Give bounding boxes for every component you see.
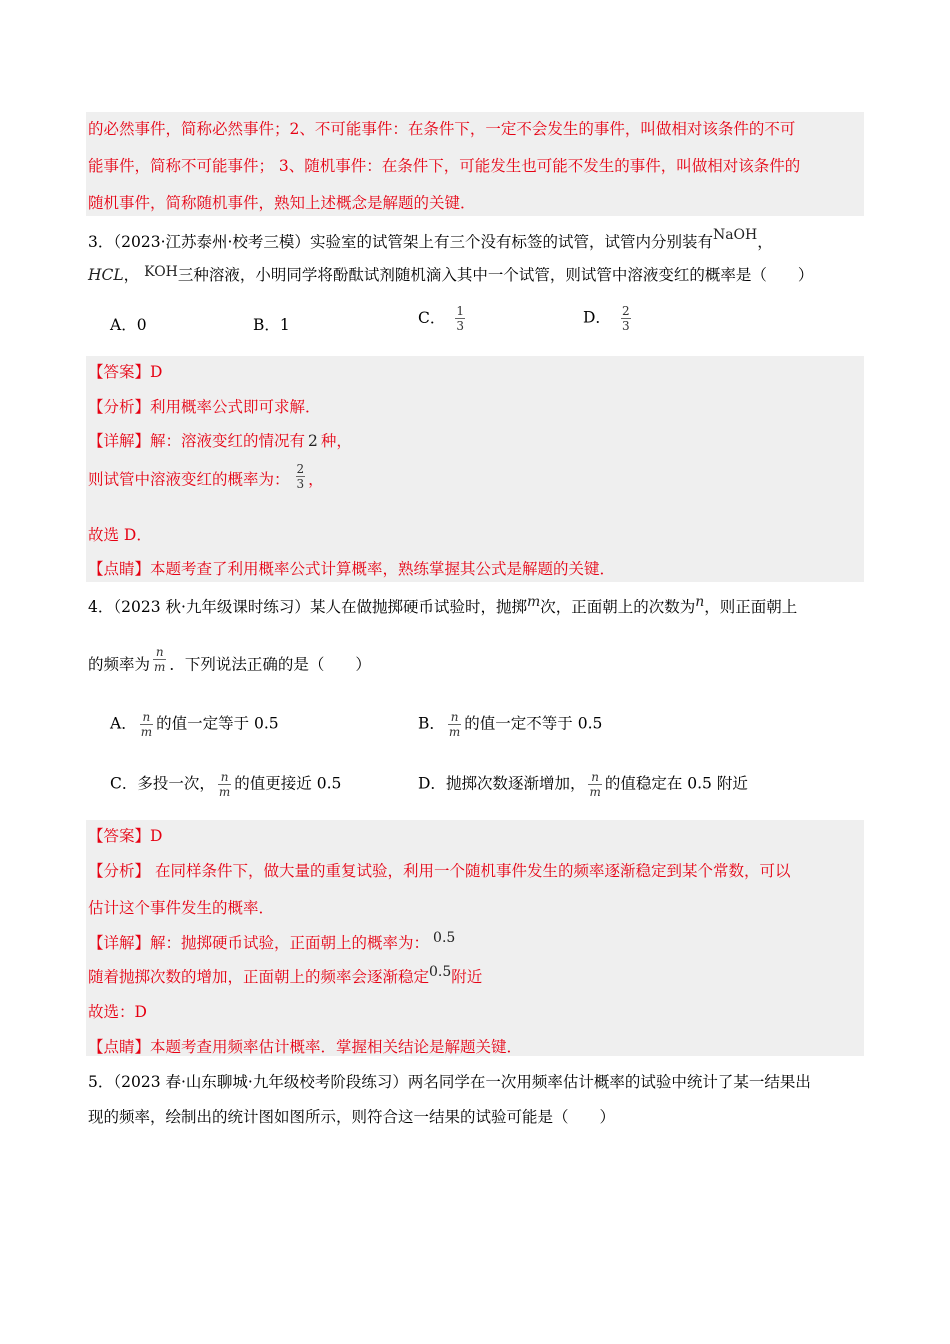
option-label: A． xyxy=(110,316,137,334)
q5-text: 两名同学在一次用频率估计概率的试验中统计了某一结果出 xyxy=(407,1073,811,1091)
q4-option-c xyxy=(110,770,341,799)
fraction-denominator: m xyxy=(218,785,231,799)
var-n: n xyxy=(695,594,705,610)
fraction-numerator: 2 xyxy=(296,462,305,476)
punct: ， xyxy=(123,266,140,284)
fraction-numerator: n xyxy=(450,710,459,724)
option-text: 的值更接近 0.5 xyxy=(234,774,342,793)
var-m: m xyxy=(526,594,541,610)
option-label: B． xyxy=(418,714,445,733)
detail-text: 种， xyxy=(320,432,352,450)
detail-text: ， xyxy=(308,470,324,489)
q5-source: （2023 春·山东聊城·九年级校考阶段练习） xyxy=(113,1073,408,1091)
chem-naoh: NaOH xyxy=(712,227,758,243)
detail-value: 0.5 xyxy=(429,964,452,980)
q3-number: 3． xyxy=(88,233,114,251)
fraction xyxy=(218,770,231,799)
q3-source: （2023·江苏泰州·校考三模） xyxy=(113,233,310,251)
q4-text: ．下列说法正确的是（ ） xyxy=(169,655,371,674)
q3-comment xyxy=(88,558,615,580)
fraction-denominator: m xyxy=(589,785,601,799)
q3-option-b xyxy=(253,313,290,335)
fraction-numerator: n xyxy=(155,645,164,659)
detail-text: 附近 xyxy=(451,968,483,986)
analysis-text: 在同样条件下，做大量的重复试验，利用一个随机事件发生的频率逐渐稳定到某个常数，可以 xyxy=(150,862,791,880)
fraction-denominator: 3 xyxy=(456,319,465,333)
q4-detail-line2 xyxy=(88,966,482,989)
q3-option-a xyxy=(110,313,147,335)
q4-option-b xyxy=(418,710,602,739)
chem-koh: KOH xyxy=(144,264,178,280)
text-line: 的必然事件，简称必然事件；2、不可能事件：在条件下，一定不会发生的事件，叫做相对该条件的不可 xyxy=(88,120,796,138)
option-text: 多投一次， xyxy=(137,774,215,793)
analysis-tag: 【分析】 xyxy=(88,398,151,416)
detail-text: 随着抛掷次数的增加，正面朝上的频率会逐渐稳定 xyxy=(88,968,430,986)
text-line: 能事件，简称不可能事件； 3、随机事件：在条件下，可能发生也可能不发生的事件，叫做相对该条件的 xyxy=(88,157,801,175)
fraction-numerator: 1 xyxy=(456,304,465,318)
q4-analysis-line2: 估计这个事件发生的概率． xyxy=(88,899,275,917)
q3-stem-line1 xyxy=(88,227,773,254)
detail-text: 解：抛掷硬币试验，正面朝上的概率为： xyxy=(150,934,430,952)
q4-text: 某人在做抛掷硬币试验时，抛掷 xyxy=(309,598,527,616)
fraction-denominator: m xyxy=(448,725,461,739)
detail-number: 2 xyxy=(308,432,318,450)
comment-text: 本题考查了利用概率公式计算概率，熟练掌握其公式是解题的关键． xyxy=(150,560,616,578)
option-label: C． xyxy=(110,774,138,793)
comment-tag: 【点睛】 xyxy=(88,1038,151,1056)
q3-text: 三种溶液，小明同学将酚酞试剂随机滴入其中一个试管，则试管中溶液变红的概率是（ ） xyxy=(177,266,814,284)
analysis-text: 利用概率公式即可求解． xyxy=(150,398,321,416)
q3-text: 实验室的试管架上有三个没有标签的试管，试管内分别装有 xyxy=(309,233,713,251)
q3-detail-line2 xyxy=(88,462,324,495)
q4-text: ，则正面朝上 xyxy=(704,598,798,616)
q3-option-d xyxy=(583,304,634,333)
text-line: 随机事件，简称随机事件，熟知上述概念是解题的关键． xyxy=(88,194,476,212)
fraction xyxy=(621,304,631,333)
fraction-numerator: 2 xyxy=(621,304,630,318)
q4-detail-line3: 故选：D xyxy=(88,1003,147,1021)
fraction-numerator: n xyxy=(220,770,229,784)
analysis-tag: 【分析】 xyxy=(88,862,151,880)
q4-stem-line1 xyxy=(88,596,797,619)
q4-text: 次，正面朝上的次数为 xyxy=(540,598,696,616)
option-text: 的值一定不等于 0.5 xyxy=(464,714,603,733)
detail-value: 0.5 xyxy=(433,930,456,946)
detail-tag: 【详解】 xyxy=(88,934,151,952)
q5-stem-line1 xyxy=(88,1071,811,1093)
q3-stem-line2 xyxy=(88,264,813,287)
answer-tag: 【答案】 xyxy=(88,363,151,381)
q4-comment xyxy=(88,1036,522,1058)
comment-text: 本题考查用频率估计概率．掌握相关结论是解题关键． xyxy=(150,1038,523,1056)
fraction xyxy=(153,645,166,674)
q3-option-c xyxy=(418,304,468,333)
fraction xyxy=(455,304,465,333)
detail-text: 则试管中溶液变红的概率为： xyxy=(88,470,290,489)
fraction xyxy=(448,710,461,739)
detail-tag: 【详解】 xyxy=(88,432,151,450)
q3-detail-line1 xyxy=(88,430,352,452)
answer-tag: 【答案】 xyxy=(88,827,151,845)
q4-stem-line2 xyxy=(88,645,371,691)
q4-text: 的频率为 xyxy=(88,655,151,674)
fraction xyxy=(296,462,306,491)
chem-hcl: HCL xyxy=(88,266,124,284)
fraction-numerator: n xyxy=(142,710,151,724)
q3-detail-line3: 故选 D． xyxy=(88,526,152,544)
q3-answer xyxy=(88,361,162,383)
fraction-denominator: m xyxy=(154,660,166,674)
fraction xyxy=(140,710,153,739)
option-value: 1 xyxy=(279,316,290,334)
q3-analysis xyxy=(88,396,321,418)
option-text: 的值一定等于 0.5 xyxy=(156,714,279,733)
q5-number: 5． xyxy=(88,1073,114,1091)
option-value: 0 xyxy=(136,316,147,334)
fraction-denominator: m xyxy=(140,725,153,739)
option-label: D． xyxy=(583,308,611,327)
q4-source: （2023 秋·九年级课时练习） xyxy=(113,598,310,616)
fraction xyxy=(588,770,601,799)
q4-option-a xyxy=(110,710,279,739)
option-text: 的值稳定在 0.5 附近 xyxy=(604,774,748,793)
comment-tag: 【点睛】 xyxy=(88,560,151,578)
fraction-numerator: n xyxy=(591,770,600,784)
option-text: 抛掷次数逐渐增加， xyxy=(445,774,586,793)
answer-value: D xyxy=(150,363,163,381)
q4-analysis-line1 xyxy=(88,860,790,882)
q4-answer xyxy=(88,825,162,847)
q4-option-d xyxy=(418,770,748,799)
detail-text: 解：溶液变红的情况有 xyxy=(150,432,306,450)
option-label: D． xyxy=(418,774,446,793)
q4-detail-line1 xyxy=(88,932,455,955)
punct: ， xyxy=(757,233,773,251)
q4-number: 4． xyxy=(88,598,114,616)
fraction-denominator: 3 xyxy=(621,319,630,333)
fraction-denominator: 3 xyxy=(296,477,305,491)
option-label: C． xyxy=(418,308,446,327)
answer-value: D xyxy=(150,827,163,845)
option-label: B． xyxy=(253,316,280,334)
option-label: A． xyxy=(110,714,137,733)
q5-stem-line2: 现的频率，绘制出的统计图如图所示，则符合这一结果的试验可能是（ ） xyxy=(88,1108,616,1126)
